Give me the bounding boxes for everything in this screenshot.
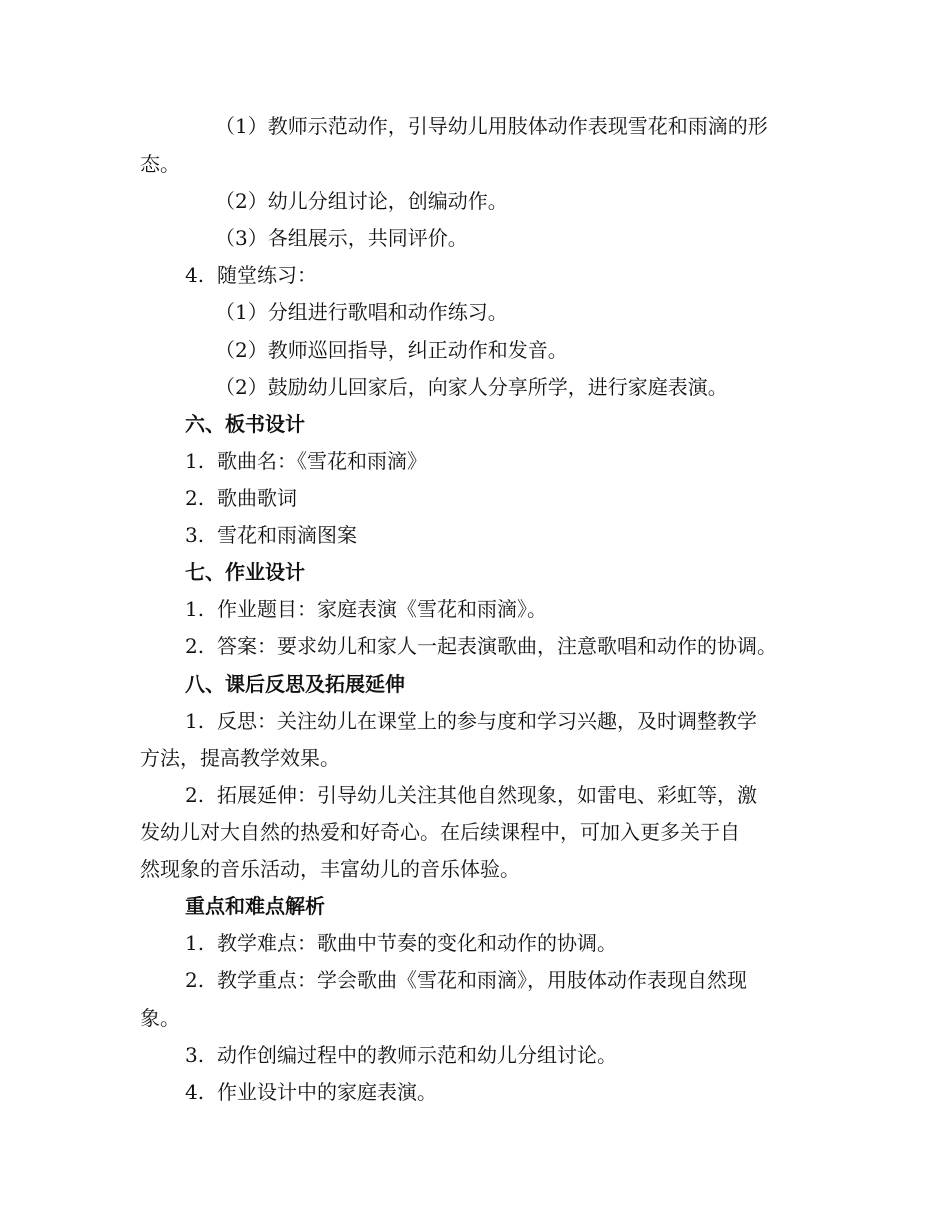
paragraph-line: （2）教师巡回指导，纠正动作和发音。: [215, 338, 568, 362]
list-number: 1.: [185, 931, 205, 955]
list-item: [185, 632, 777, 660]
list-number: 4.: [185, 1080, 205, 1104]
list-number: 3.: [185, 1043, 205, 1067]
list-item: [185, 484, 297, 512]
list-text: 答案：要求幼儿和家人一起表演歌曲，注意歌唱和动作的协调。: [217, 634, 777, 658]
paragraph-line: 方法，提高教学效果。: [140, 746, 340, 770]
list-text: 教学重点：学会歌曲《雪花和雨滴》，用肢体动作表现自然现: [217, 968, 747, 992]
list-text: 雪花和雨滴图案: [217, 523, 357, 547]
list-text: 拓展延伸：引导幼儿关注其他自然现象，如雷电、彩虹等，激: [217, 783, 757, 807]
section-heading: 重点和难点解析: [185, 894, 325, 918]
list-item: [185, 1078, 437, 1106]
paragraph-line: 然现象的音乐活动，丰富幼儿的音乐体验。: [140, 857, 520, 881]
paragraph-line: （1）教师示范动作，引导幼儿用肢体动作表现雪花和雨滴的形: [215, 114, 768, 138]
section-heading: 八、课后反思及拓展延伸: [185, 672, 405, 696]
list-item: [185, 261, 317, 289]
paragraph-line: （2）幼儿分组讨论，创编动作。: [215, 189, 508, 213]
list-text: 作业题目：家庭表演《雪花和雨滴》。: [217, 597, 547, 621]
list-item: [185, 521, 357, 549]
paragraph-line: （2）鼓励幼儿回家后，向家人分享所学，进行家庭表演。: [215, 375, 728, 399]
list-item: [185, 781, 757, 809]
paragraph-line: （3）各组展示，共同评价。: [215, 226, 468, 250]
list-number: 2.: [185, 486, 205, 510]
list-text: 随堂练习：: [217, 263, 317, 287]
paragraph-line: （1）分组进行歌唱和动作练习。: [215, 300, 508, 324]
list-text: 教学难点：歌曲中节奏的变化和动作的协调。: [217, 931, 617, 955]
list-item: [185, 447, 427, 475]
list-number: 1.: [185, 709, 205, 733]
list-item: [185, 966, 747, 994]
list-text: 动作创编过程中的教师示范和幼儿分组讨论。: [217, 1043, 617, 1067]
list-item: [185, 1041, 617, 1069]
list-text: 反思：关注幼儿在课堂上的参与度和学习兴趣，及时调整教学: [217, 709, 757, 733]
section-heading: 六、板书设计: [185, 412, 305, 436]
list-number: 2.: [185, 968, 205, 992]
paragraph-line: 象。: [140, 1006, 180, 1030]
list-text: 歌曲歌词: [217, 486, 297, 510]
list-number: 2.: [185, 783, 205, 807]
list-item: [185, 929, 617, 957]
list-number: 2.: [185, 634, 205, 658]
list-text: 作业设计中的家庭表演。: [217, 1080, 437, 1104]
paragraph-line: 态。: [140, 152, 180, 176]
paragraph-line: 发幼儿对大自然的热爱和好奇心。在后续课程中，可加入更多关于自: [140, 820, 740, 844]
list-number: 1.: [185, 597, 205, 621]
section-heading: 七、作业设计: [185, 560, 305, 584]
list-number: 4.: [185, 263, 205, 287]
list-item: [185, 595, 547, 623]
list-item: [185, 707, 757, 735]
list-number: 1.: [185, 449, 205, 473]
list-text: 歌曲名：《雪花和雨滴》: [217, 449, 427, 473]
list-number: 3.: [185, 523, 205, 547]
